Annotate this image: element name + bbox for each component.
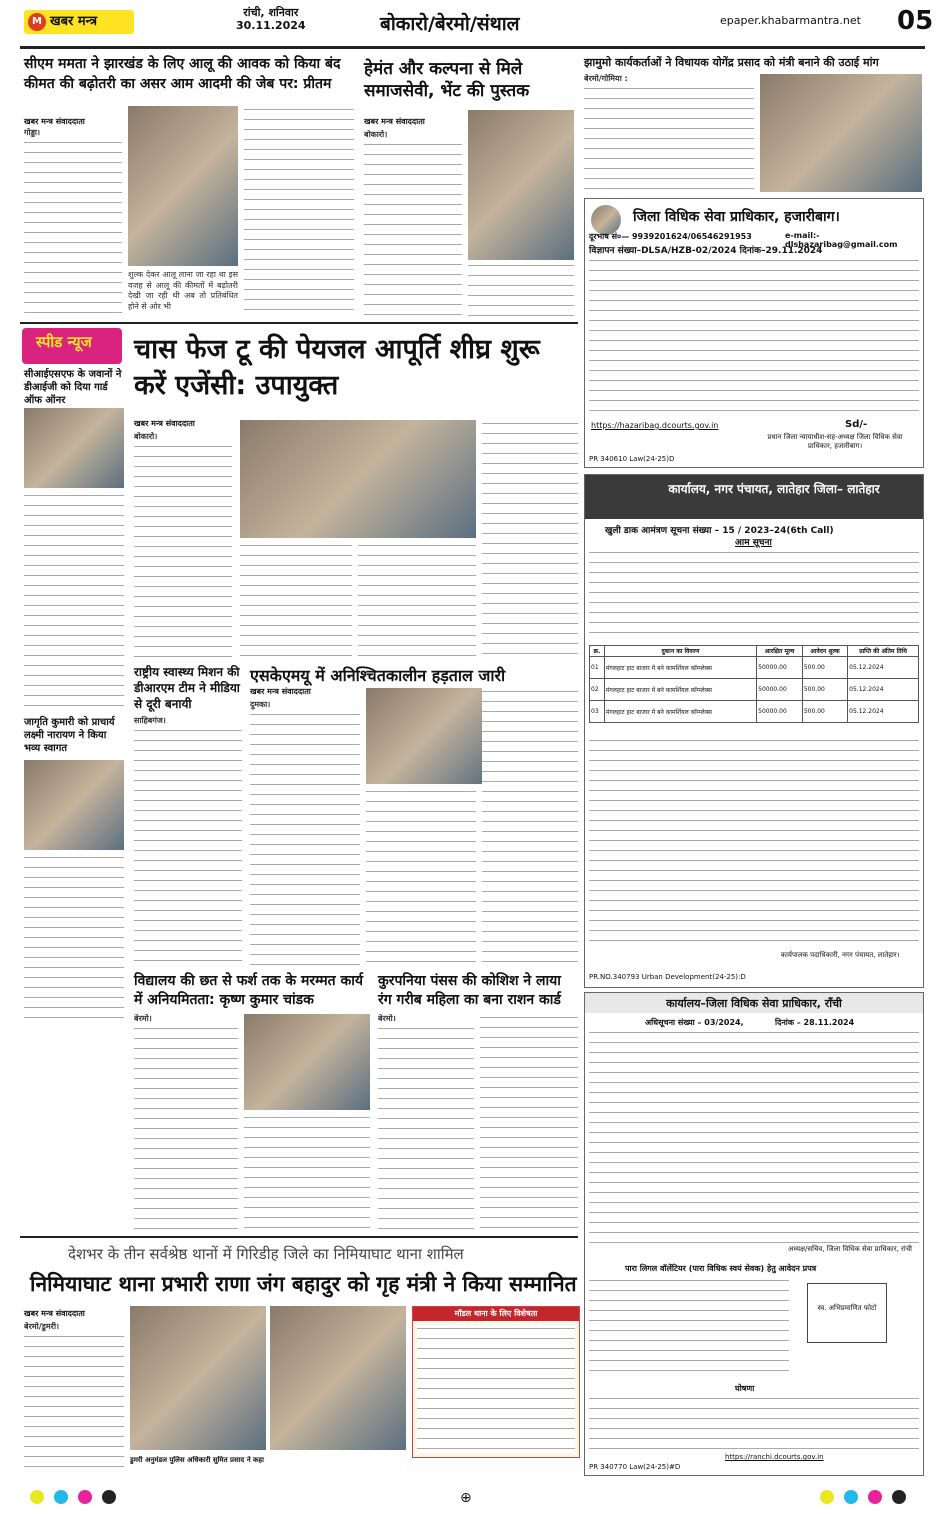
ad3-text [589,1029,919,1243]
color-swatch [54,1490,68,1504]
a7-text [134,1025,238,1233]
ad1-email: e-mail:- dlshazaribag@gmail.com [785,231,898,249]
a6-headline: एसकेएमयू में अनिश्चितकालीन हड़ताल जारी [250,666,506,685]
speed-s2-photo [24,760,124,850]
a6-photo [366,688,490,784]
ad3-header [585,993,923,1013]
color-swatch [102,1490,116,1504]
speed-s1-text [24,492,124,712]
table-cell: 50000.00 [757,701,803,723]
a4-text [134,443,232,659]
ad3-notice [584,992,924,1476]
ad2-notice-no: खुली डाक आमंत्रण सूचना संख्या – 15 / 2023–24(6th Call) [605,526,834,536]
table-cell: मंगलहाट हाट बाजार में बने कामर्शियल कॉम्प्लेक्स [604,679,756,701]
a3-body [584,74,754,192]
ad2-table-head [590,646,919,657]
ad2-col: दुकान का विवरण [604,646,756,657]
speed-s1-photo [24,408,124,488]
ad3-website[interactable]: https://ranchi.dcourts.gov.in [725,1453,824,1461]
a1-body [24,128,122,318]
table-cell: 05.12.2024 [848,701,919,723]
a2-body [364,130,462,318]
masthead-logo [24,10,134,34]
a4-lead: बोकारो। [134,432,158,441]
ad3-sign: अध्यक्ष/सचिव, जिला विधिक सेवा प्राधिकार, रांची [788,1245,912,1253]
table-cell: 500.00 [802,657,847,679]
ad2-terms [589,737,919,947]
a7-col2 [244,1114,370,1232]
speed-s2-headline: जागृति कुमारी को प्राचार्य लक्ष्मी नारायण ने किया भव्य स्वागत [24,717,115,754]
a7-photo [244,1014,370,1110]
speed-s2-text [24,854,124,1024]
a4-col4 [482,420,578,658]
a3-headline: झामुमो कार्यकर्ताओं ने विधायक योगेंद्र प्रसाद को मंत्री बनाने की उठाई मांग [584,56,879,69]
a6-col2 [366,788,476,966]
edition-date [236,6,306,32]
color-swatch [30,1490,44,1504]
speed-news-badge [22,328,122,364]
a9-caption-text: डुमरी अनुमंडल पुलिस अधिकारी सुमित प्रसाद ने कहा [130,1456,264,1464]
speed-s1-headline: सीआईएसएफ के जवानों ने डीआईजी को दिया गार्ड ऑफ ऑनर [24,369,122,406]
table-cell: 500.00 [802,701,847,723]
rule-3 [20,1236,578,1238]
a9-sidebox [412,1306,580,1458]
rule-2 [20,322,578,324]
a2-lead: बोकारो। [364,130,388,139]
ad2-col: क्र. [590,646,605,657]
table-cell: 50000.00 [757,657,803,679]
table-cell: 03 [590,701,605,723]
ad2-text [589,549,919,641]
a5-headline: राष्ट्रीय स्वास्थ्य मिशन की डीआरएम टीम ने मीडिया से दूरी बनायी [134,665,240,711]
ad3-notice-no: अधिसूचना संख्या – 03/2024, [645,1018,744,1027]
ad3-decl-text [589,1395,919,1451]
color-swatch [78,1490,92,1504]
ad1-pr: PR 340610 Law(24-25)D [589,455,675,463]
a2-col2 [468,262,574,318]
table-cell: 500.00 [802,679,847,701]
ad3-form-title: पारा लिगल वॉलेंटियर (पारा विधिक स्वयं सेवक) हेतु आवेदन प्रपत्र [625,1264,817,1273]
date: 30.11.2024 [236,19,306,32]
ad1-sign: Sd/- [845,419,868,430]
a9-kicker: देशभर के तीन सर्वश्रेष्ठ थानों में गिरिडीह जिले का निमियाघाट थाना शामिल [68,1245,464,1263]
a5-lead: साहिबगंज। [134,716,166,725]
a1-photo [128,106,238,266]
table-cell: मंगलहाट हाट बाजार में बने कामर्शियल कॉम्प्लेक्स [604,701,756,723]
ad3-pr: PR 340770 Law(24-25)#D [589,1463,681,1471]
a3-lead: बेरमो/गोमिया : [584,74,628,83]
ad2-col: आवेदन शुल्क [802,646,847,657]
a4-col3 [358,542,476,658]
a2-photo [468,110,574,260]
ad1-title: जिला विधिक सेवा प्राधिकार, हजारीबाग। [633,209,840,225]
ad2-title: कार्यालय, नगर पंचायत, लातेहार जिला– लातेहार [668,482,880,496]
a1-col3 [244,106,354,318]
ad1-website[interactable]: https://hazaribag.dcourts.gov.in [591,421,719,430]
color-registration-bar [30,1490,910,1506]
ad2-notice [584,474,924,988]
a6-body [250,700,360,966]
a8-col2 [480,1014,578,1232]
speed-news-title: स्पीड न्यूज [36,333,92,351]
a9-caption [130,1456,578,1470]
section-title: बोकारो/बेरमो/संथाल [380,13,520,35]
color-swatch [820,1490,834,1504]
table-cell: 01 [590,657,605,679]
city-day: रांची, शनिवार [243,6,299,19]
a9-headline: निमियाघाट थाना प्रभारी राणा जंग बहादुर को गृह मंत्री ने किया सम्मानित [30,1272,577,1296]
a4-headline: चास फेज टू की पेयजल आपूर्ति शीघ्र शुरू करें एजेंसी: उपायुक्त [134,334,540,401]
a9-body [24,1322,124,1472]
a3-text [584,85,754,193]
ad3-form-fields [589,1277,789,1377]
ad2-col: प्राप्ति की अंतिम तिथि [848,646,919,657]
a1-headline: सीएम ममता ने झारखंड के लिए आलू की आवक को किया बंद कीमत की बढ़ोतरी का असर आम आदमी की जेब पर: प्रीतम [24,56,341,92]
table-row [590,701,919,723]
table-row [590,679,919,701]
a9-lead: बेरमो/डुमरी। [24,1322,60,1331]
a1-caption: शुल्क देकर आलू लाना जा रहा था इस वजह से आलू की कीमतों में बढ़ोतरी देखी जा रही थी अब तो प्रतिबंधित होने से ओर भी [128,270,238,311]
ad1-sign-by: प्रधान जिला न्यायाधीश-सह-अध्यक्ष जिला विधिक सेवा प्राधिकार, हजारीबाग। [767,433,903,450]
a6-col3 [482,688,578,966]
a8-text [378,1025,474,1233]
logo-icon: M [28,13,46,31]
table-cell: 02 [590,679,605,701]
ad1-notice-no: विज्ञापन संख्या–DLSA/HZB-02/2024 दिनांक–29.11.2024 [589,246,823,256]
a5-body [134,716,242,966]
registration-mark-icon: ⊕ [460,1490,472,1506]
ad2-table [589,645,919,723]
table-cell: 05.12.2024 [848,657,919,679]
ad3-date: दिनांक – 28.11.2024 [775,1018,855,1027]
table-cell: 05.12.2024 [848,679,919,701]
ad2-col: आरक्षित मूल्य [757,646,803,657]
color-swatch [868,1490,882,1504]
a8-lead: बेरमो। [378,1014,396,1023]
ad1-text [589,257,919,417]
a9-byline: खबर मन्त्र संवाददाता [24,1309,85,1318]
page-number: 05 [897,6,934,36]
a4-byline: खबर मन्त्र संवाददाता [134,419,195,428]
color-swatch [844,1490,858,1504]
a9-photo-2 [270,1306,406,1450]
epaper-url[interactable]: epaper.khabarmantra.net [720,14,861,27]
a3-photo [760,74,922,192]
a9-text [24,1333,124,1473]
a6-byline: खबर मन्त्र संवाददाता [250,687,311,696]
table-row [590,657,919,679]
a4-photo [240,420,476,538]
ad3-declaration: घोषणा [735,1384,755,1393]
a2-headline: हेमंत और कल्पना से मिले समाजसेवी, भेंट की पुस्तक [364,59,530,101]
page-header [0,0,945,46]
a7-headline: विद्यालय की छत से फर्श तक के मरम्मत कार्य में अनियमितता: कृष्ण कुमार चांडक [134,973,364,1008]
a7-lead: बेरमो। [134,1014,152,1023]
ad2-sign: कार्यपालक पदाधिकारी, नगर पंचायत, लातेहार। [780,951,900,959]
ad1-phone: दूरभाष सं०— 9939201624/06546291953 [589,232,752,241]
a1-byline: खबर मन्त्र संवाददाता [24,117,85,126]
ad2-sub: आम सूचना [735,538,772,548]
a6-text [250,711,360,967]
a2-text [364,141,462,319]
a5-text [134,727,242,967]
table-cell: 50000.00 [757,679,803,701]
logo-text: खबर मन्त्र [50,14,98,29]
ad2-header [585,475,923,519]
table-cell: मंगलहाट हाट बाजार में बने कामर्शियल कॉम्प्लेक्स [604,657,756,679]
color-swatch [892,1490,906,1504]
a8-body [378,1014,474,1232]
a9-photo-1 [130,1306,266,1450]
a9-box-text [417,1325,575,1453]
header-rule [20,46,925,49]
ad3-photo-box: स्व. अभिप्रमाणित फोटो [807,1283,887,1343]
a4-col2 [240,542,352,658]
ad1-notice [584,198,924,468]
a7-body [134,1014,238,1232]
a4-body [134,432,232,658]
a8-headline: कुरपनिया पंसस की कोशिश ने लाया रंग गरीब महिला का बना राशन कार्ड [378,973,561,1008]
a6-lead: दुमका। [250,700,271,709]
ad2-pr: PR.NO.340793 Urban Development(24-25):D [589,973,746,981]
a1-lead: गोड्डा। [24,128,41,137]
a2-byline: खबर मन्त्र संवाददाता [364,117,425,126]
a1-text [24,139,122,319]
ad3-title: कार्यालय–जिला विधिक सेवा प्राधिकार, राँची [666,997,842,1010]
a9-box-title: मॉडल थाना के लिए विशेषता [413,1307,579,1321]
